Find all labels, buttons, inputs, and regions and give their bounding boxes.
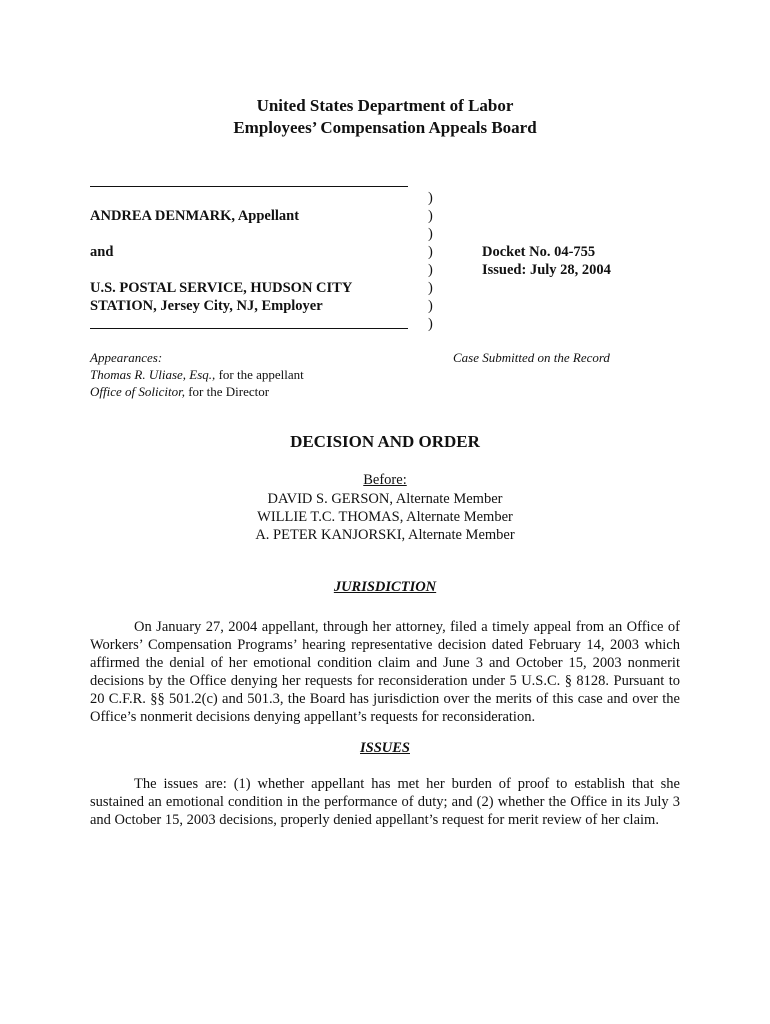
caption-paren: ) <box>428 316 433 332</box>
caption-paren: ) <box>428 208 433 224</box>
board-title: Employees’ Compensation Appeals Board <box>233 118 537 137</box>
appearances-label: Appearances: <box>90 350 163 365</box>
director-counsel-role: for the Director <box>184 384 270 399</box>
appellant-name: ANDREA DENMARK, Appellant <box>90 208 300 224</box>
appellant-counsel-role: for the appellant <box>215 367 304 382</box>
caption-paren: ) <box>428 298 433 314</box>
caption-paren: ) <box>428 226 433 242</box>
panel-member: WILLIE T.C. THOMAS, Alternate Member <box>257 509 513 525</box>
issued-date: Issued: July 28, 2004 <box>482 262 611 278</box>
employer-line-2: STATION, Jersey City, NJ, Employer <box>90 298 323 314</box>
appellant-counsel-name: Thomas R. Uliase, Esq., <box>90 367 216 382</box>
jurisdiction-paragraph: On January 27, 2004 appellant, through her attorney, filed a timely appeal from an Office of Workers’ Compensation Programs’ hearing representative decision dated February 14, 2003 which affirmed the denial of her emotional condition claim and June 3 and October 15, 2003 nonmerit decisions by the Office denying her requests for reconsideration under 5 U.S.C. § 8128. Pursuant to 20 C.F.R. §§ 501.2(c) and 501.3, the Board has jurisdiction over the merits of this case and over the Office’s nonmerit decisions denying appellant’s requests for reconsideration. <box>90 619 680 725</box>
caption-and: and <box>90 244 114 260</box>
agency-title: United States Department of Labor <box>256 96 514 115</box>
decision-title: DECISION AND ORDER <box>290 432 480 451</box>
panel-member: DAVID S. GERSON, Alternate Member <box>267 491 503 507</box>
director-counsel-name: Office of Solicitor, <box>90 384 185 399</box>
issues-heading: ISSUES <box>360 740 410 756</box>
issues-paragraph: The issues are: (1) whether appellant has met her burden of proof to establish that she sustained an emotional condition in the performance of duty; and (2) whether the Office in its July 3 and October 15, 2003 decisions, properly denied appellant’s request for merit review of her claim. <box>90 776 680 828</box>
caption-paren: ) <box>428 244 433 260</box>
docket-number: Docket No. 04-755 <box>482 244 596 260</box>
case-submitted-note: Case Submitted on the Record <box>453 350 610 365</box>
caption-paren: ) <box>428 262 433 278</box>
caption-paren: ) <box>428 280 433 296</box>
caption-paren: ) <box>428 190 433 206</box>
panel-member: A. PETER KANJORSKI, Alternate Member <box>255 527 515 543</box>
before-label: Before: <box>363 472 407 488</box>
jurisdiction-heading: JURISDICTION <box>333 579 437 595</box>
caption-bottom-rule <box>90 328 408 329</box>
director-counsel <box>90 383 269 400</box>
caption-top-rule <box>90 186 408 187</box>
employer-line-1: U.S. POSTAL SERVICE, HUDSON CITY <box>90 280 353 296</box>
appellant-counsel <box>90 366 304 383</box>
